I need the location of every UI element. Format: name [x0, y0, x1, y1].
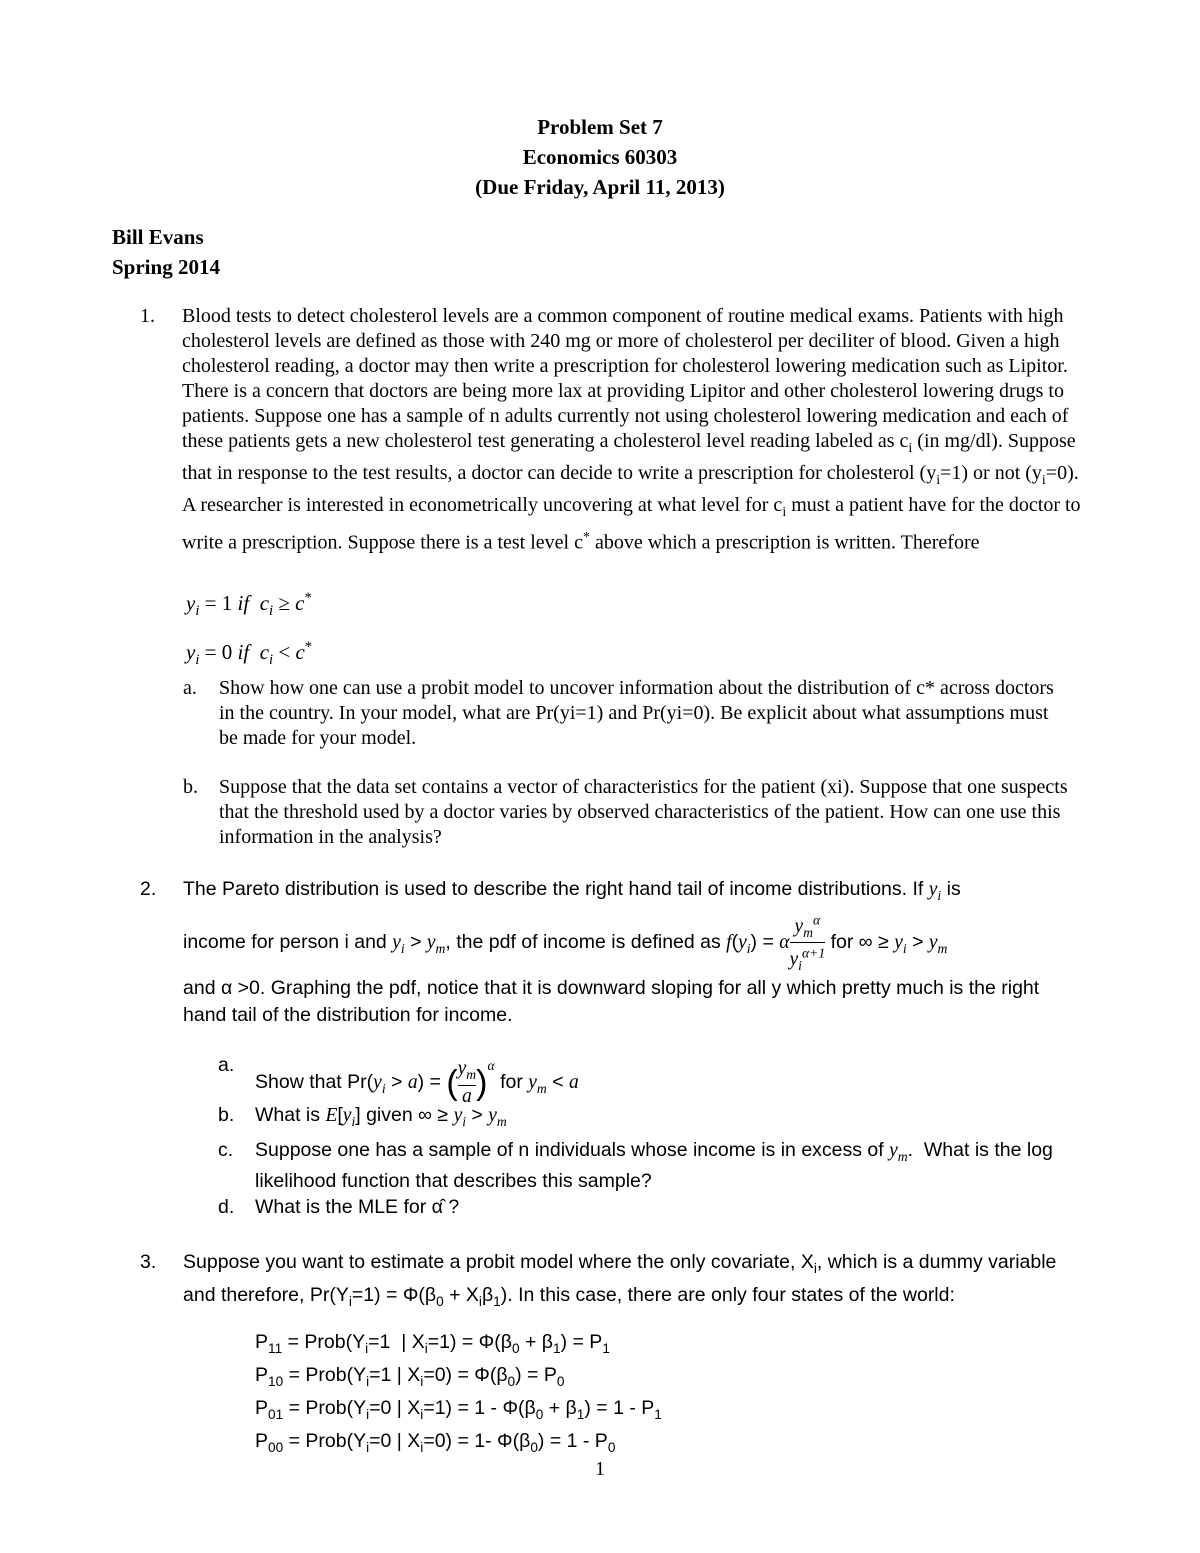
q2-line1-text: The Pareto distribution is used to describe the right hand tail of income distributions. If	[183, 878, 924, 900]
q2c-text-part1: Suppose one has a sample of n individuals whose income is in excess of	[255, 1139, 884, 1161]
due-date: (Due Friday, April 11, 2013)	[475, 175, 725, 199]
q1-text-part3: =1) or not (y	[940, 462, 1042, 484]
q2-line1: The Pareto distribution is used to describe the right hand tail of income distributions. If $y_i$ is	[183, 878, 961, 903]
q2a-text-part1: Show that	[255, 1071, 342, 1093]
q2-line2-part2: , the pdf of income is defined as	[445, 931, 721, 954]
q1-text-part1: Blood tests to detect cholesterol levels are a common component of routine medical exams. Patients with high cholesterol levels are defined as those with 240 mg or more of cholesterol per deciliter of blood. Given a high cholesterol reading, a doctor may then write a prescription for cholesterol lowering medication such as Lipitor. There is a concern that doctors are being more lax at providing Lipitor and other cholesterol lowering drugs to patients. Suppose one has a sample of n adults currently not using cholesterol lowering medication and each of these patients gets a new cholesterol test generating a cholesterol level reading labeled as	[182, 305, 1069, 452]
q2-line2-part3: for ∞ ≥	[830, 931, 889, 954]
page-number: 1	[595, 1458, 605, 1480]
q2a-text-part2: for	[500, 1071, 523, 1093]
equation-2: $y_i = 0$ if $c_i < c^*$	[186, 639, 313, 669]
q2-line2: income for person i and $y_i > y_m$, the pdf of income is defined as $f(y_i) = \alpha$ $\frac{y_m^\alpha}{y_i^{\alpha+1}}$ for ∞ ≥ $y_i > y_m$	[183, 910, 1093, 960]
q2-line1-end: is	[946, 878, 961, 900]
q3-probabilities	[255, 1329, 662, 1461]
q1b-label: b.	[183, 776, 198, 798]
q1a-text: Show how one can use a probit model to uncover information about the distribution of c* across doctors in the country. In your model, what are Pr(yi=1) and Pr(yi=0). Be explicit about what assumptions must be made for your model.	[219, 677, 1054, 749]
q2d-text: What is the MLE for α̂ ?	[255, 1196, 460, 1218]
q3-text-part6: ). In this case, there are only four states of the world:	[500, 1283, 955, 1306]
p10-line: $P_{10}$ = $Prob(Y_i=1$ | $X_i=0) = \Phi(\beta_0) = P_0$	[255, 1363, 565, 1389]
q2a-fraction: $\frac{y_m}{a}$	[457, 1058, 477, 1108]
q2-line2-part1: income for person i and	[183, 931, 387, 954]
p01-line: $P_{01}$ = $Prob(Y_i=0$ | $X_i=1) = 1 - \Phi(\beta_0 + \beta_1) = 1 - P_1$	[255, 1396, 662, 1422]
q2d-label: d.	[218, 1196, 235, 1218]
problem-set-title: Problem Set 7	[537, 115, 663, 139]
q1b-text: Suppose that the data set contains a vector of characteristics for the patient (xi). Suppose that one suspects that the threshold used by a doctor varies by observed characteristics of the patient. How can one use this information in the analysis?	[219, 776, 1068, 848]
q3-text-part3: =1) = Φ(β	[351, 1283, 437, 1306]
p11-line: $P_{11}$ = $Prob(Y_i=1$ | $X_i=1) = \Phi(\beta_0 + \beta_1) = P_1$	[255, 1331, 610, 1356]
q3-text-part4: + X	[443, 1283, 479, 1306]
pareto-pdf-fraction: $\frac{y_m^\alpha}{y_i^{\alpha+1}}$	[789, 912, 826, 973]
term: Spring 2014	[112, 255, 220, 279]
q2b-text-part1: What is	[255, 1104, 321, 1126]
author-name: Bill Evans	[112, 225, 204, 249]
q2b-text: What is $E[y_i]$ given ∞ ≥ $y_i > y_m$	[255, 1104, 507, 1129]
q1-text-part5: must a patient have for the doctor to write a prescription. Suppose there is a test level c	[182, 494, 1081, 554]
q2-line3: and α >0. Graphing the pdf, notice that it is downward sloping for all y which pretty much is the right hand tail of the distribution for income.	[183, 977, 1040, 1026]
q1-number: 1.	[140, 305, 155, 327]
course-title: Economics 60303	[522, 145, 678, 169]
q2c-text: Suppose one has a sample of n individuals whose income is in excess of $y_m$. What is the log likelihood function that describes this sample?	[255, 1139, 1053, 1192]
q3-text-part1: Suppose you want to estimate a probit model where the only covariate, X	[183, 1251, 814, 1273]
q3-text-part2: , which is a dummy variable and therefore, Pr(Y	[183, 1251, 1057, 1306]
q2a-text: Show that $Pr(y_i > a)$ = ( $\frac{y_m}{a}$ )$^\alpha$ for $y_m < a$	[255, 1058, 579, 1108]
q1-text-part4: =0). A researcher is interested in econometrically uncovering at what level for c	[182, 462, 1079, 516]
q3-text-part5: β	[481, 1283, 494, 1306]
author-block	[112, 222, 220, 282]
q2-number: 2.	[140, 878, 157, 900]
q3-number: 3.	[140, 1251, 157, 1273]
document-header	[0, 112, 1200, 202]
equation-1: $y_i = 1$ if $c_i \ge c^*$	[186, 590, 312, 620]
q1-equations	[186, 580, 312, 678]
q2b-label: b.	[218, 1104, 235, 1126]
p00-line: $P_{00}$ = $Prob(Y_i=0$ | $X_i=0) = 1-$ $\Phi(\beta_0) = 1 - P_0$	[255, 1429, 616, 1455]
q2b-text-part2: given ∞ ≥	[366, 1104, 449, 1126]
q1-text: Blood tests to detect cholesterol levels are a common component of routine medical exams. Patients with high cholesterol levels are defined as those with 240 mg or more of cholesterol per deciliter of blood. Given a high cholesterol reading, a doctor may then write a prescription for cholesterol lowering medication such as Lipitor. There is a concern that doctors are being more lax at providing Lipitor and other cholesterol lowering drugs to patients. Suppose one has a sample of n adults currently not using cholesterol lowering medication and each of these patients gets a new cholesterol test generating a cholesterol level reading labeled as $c_i$ (in mg/dl). Suppose that in response to the test results, a doctor can decide to write a prescription for cholesterol $(y_i=1)$ or not $(y_i=0)$. A researcher is interested in econometrically uncovering at what level for $c_i$ must a patient have for the doctor to write a prescription. Suppose there is a test level c* above which a prescription is written. Therefore	[182, 305, 1081, 554]
q1-text-part6: above which a prescription is written. Therefore	[595, 531, 980, 554]
q1a-label: a.	[183, 677, 197, 699]
q2a-label: a.	[218, 1054, 235, 1076]
q2c-text-part2: What is the log likelihood function that describes this sample?	[255, 1139, 1053, 1192]
q2c-label: c.	[218, 1139, 234, 1161]
q1-text-part2: (in mg/dl). Suppose that in response to the test results, a doctor can decide to write a prescription for cholesterol (y	[182, 430, 1076, 484]
q3-text: Suppose you want to estimate a probit model where the only covariate, $X_i$, which is a dummy variable and therefore, $Pr(Y_i=1) = \Phi(\beta_0 + X_i\beta_1)$. In this case, there are only four states of the world:	[183, 1251, 1057, 1309]
